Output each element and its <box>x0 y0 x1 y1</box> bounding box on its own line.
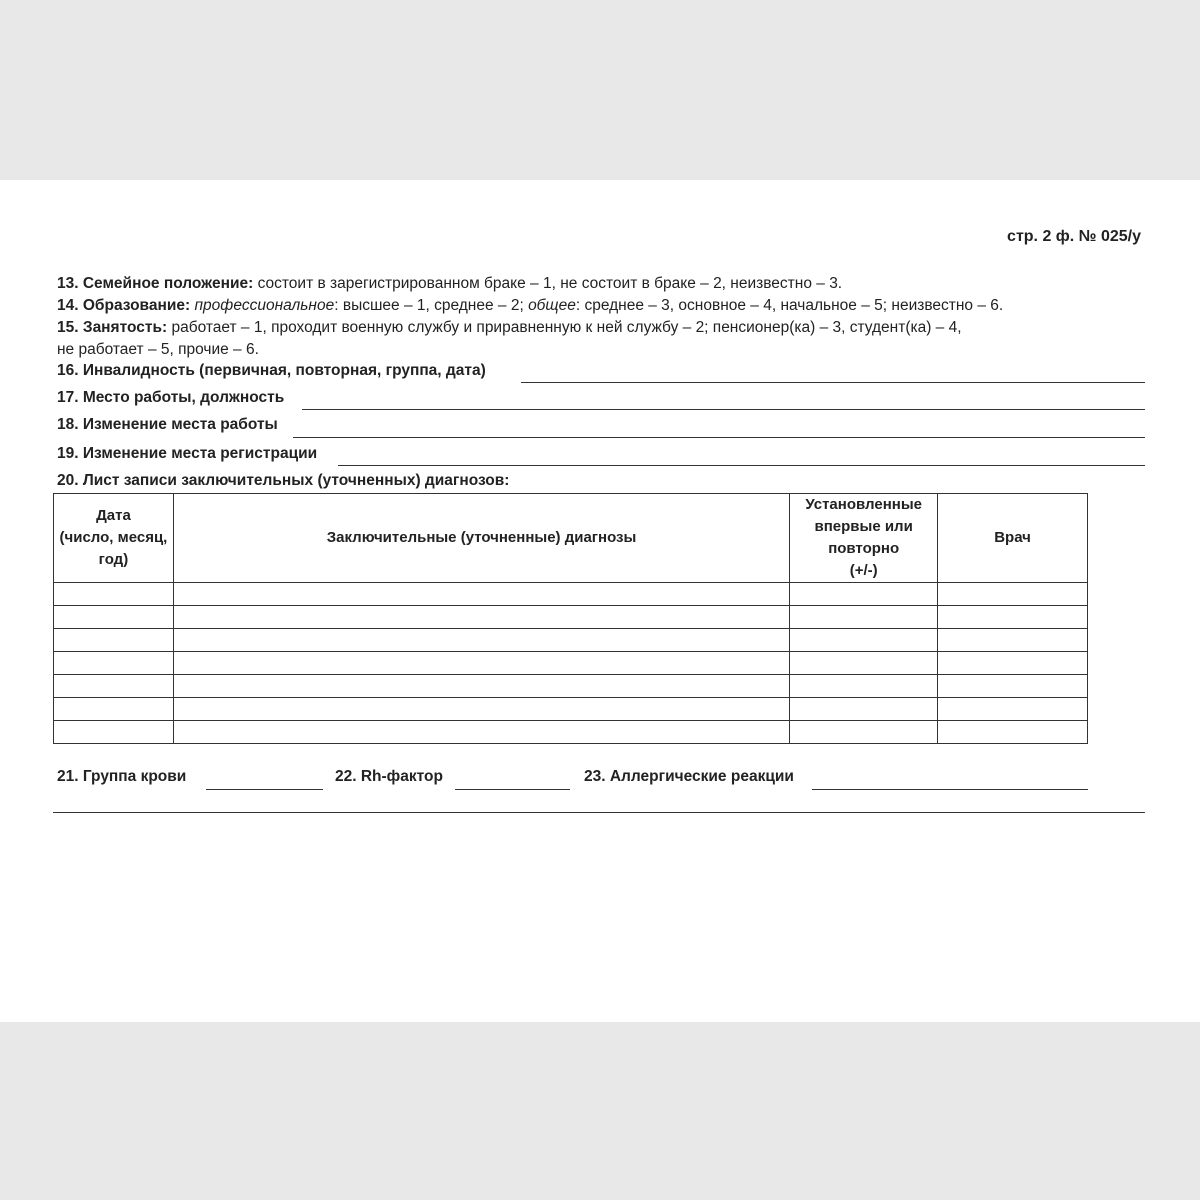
date-cell[interactable] <box>54 698 174 721</box>
header-date-line3: год) <box>98 551 129 568</box>
table-row <box>54 721 1088 744</box>
header-established-line1: Установленные <box>805 496 922 513</box>
header-diagnoses: Заключительные (уточненные) диагнозы <box>173 494 789 583</box>
education-professional-options: : высшее – 1, среднее – 2; <box>334 297 529 314</box>
item-employment <box>57 317 962 339</box>
header-established-line2: впервые или <box>814 518 913 535</box>
doctor-cell[interactable] <box>938 606 1088 629</box>
marital-status-label: 13. Семейное положение: <box>57 275 254 292</box>
table-row <box>54 606 1088 629</box>
established-cell[interactable] <box>790 721 938 744</box>
page-reference: стр. 2 ф. № 025/у <box>1007 228 1141 245</box>
education-general-options: : среднее – 3, основное – 4, начальное – 5; неизвестно – 6. <box>575 297 1004 314</box>
item-rh-factor-label: 22. Rh-фактор <box>335 768 443 785</box>
date-cell[interactable] <box>54 629 174 652</box>
registration-change-field[interactable] <box>338 465 1145 466</box>
blood-group-field[interactable] <box>206 789 323 790</box>
table-row <box>54 675 1088 698</box>
established-cell[interactable] <box>790 652 938 675</box>
doctor-cell[interactable] <box>938 652 1088 675</box>
item-workplace-change-label: 18. Изменение места работы <box>57 416 278 433</box>
bottom-divider <box>53 812 1145 813</box>
established-cell[interactable] <box>790 698 938 721</box>
header-established-line4: (+/-) <box>849 562 878 579</box>
date-cell[interactable] <box>54 652 174 675</box>
doctor-cell[interactable] <box>938 629 1088 652</box>
established-cell[interactable] <box>790 629 938 652</box>
workplace-field[interactable] <box>302 409 1145 410</box>
header-established-line3: повторно <box>828 540 900 557</box>
established-cell[interactable] <box>790 583 938 606</box>
date-cell[interactable] <box>54 606 174 629</box>
education-general: общее <box>528 297 576 314</box>
item-blood-group-label: 21. Группа крови <box>57 768 187 785</box>
diagnosis-cell[interactable] <box>173 606 789 629</box>
established-cell[interactable] <box>790 606 938 629</box>
education-professional: профессиональное <box>194 297 335 314</box>
doctor-cell[interactable] <box>938 698 1088 721</box>
workplace-change-field[interactable] <box>293 437 1145 438</box>
form-sheet <box>0 180 1200 1022</box>
employment-options: работает – 1, проходит военную службу и приравненную к ней службу – 2; пенсионер(ка) – 3, студент(ка) – 4, <box>167 319 962 336</box>
date-cell[interactable] <box>54 583 174 606</box>
item-registration-change-label: 19. Изменение места регистрации <box>57 445 318 462</box>
rh-factor-field[interactable] <box>455 789 570 790</box>
marital-status-options: состоит в зарегистрированном браке – 1, не состоит в браке – 2, неизвестно – 3. <box>253 275 843 292</box>
header-date <box>54 494 174 583</box>
header-doctor: Врач <box>938 494 1088 583</box>
item-allergies-label: 23. Аллергические реакции <box>584 768 794 785</box>
table-row <box>54 629 1088 652</box>
employment-options-continued: не работает – 5, прочие – 6. <box>57 341 259 358</box>
header-date-line1: Дата <box>96 507 131 524</box>
diagnosis-cell[interactable] <box>173 675 789 698</box>
education-label: 14. Образование: <box>57 297 191 314</box>
doctor-cell[interactable] <box>938 721 1088 744</box>
established-cell[interactable] <box>790 675 938 698</box>
table-row <box>54 583 1088 606</box>
item-diagnoses-title: 20. Лист записи заключительных (уточненных) диагнозов: <box>57 472 510 489</box>
header-established <box>790 494 938 583</box>
diagnosis-cell[interactable] <box>173 583 789 606</box>
doctor-cell[interactable] <box>938 675 1088 698</box>
disability-field[interactable] <box>521 382 1145 383</box>
date-cell[interactable] <box>54 675 174 698</box>
diagnosis-cell[interactable] <box>173 629 789 652</box>
item-workplace-label: 17. Место работы, должность <box>57 389 285 406</box>
item-disability-label: 16. Инвалидность (первичная, повторная, группа, дата) <box>57 362 486 379</box>
header-date-line2: (число, месяц, <box>59 529 168 546</box>
table-header-row <box>54 494 1088 583</box>
allergies-field[interactable] <box>812 789 1088 790</box>
diagnoses-table <box>53 493 1088 744</box>
employment-label: 15. Занятость: <box>57 319 168 336</box>
diagnosis-cell[interactable] <box>173 721 789 744</box>
diagnosis-cell[interactable] <box>173 652 789 675</box>
date-cell[interactable] <box>54 721 174 744</box>
item-education <box>57 295 1003 317</box>
item-marital-status <box>57 273 842 295</box>
diagnosis-cell[interactable] <box>173 698 789 721</box>
doctor-cell[interactable] <box>938 583 1088 606</box>
table-row <box>54 698 1088 721</box>
table-row <box>54 652 1088 675</box>
